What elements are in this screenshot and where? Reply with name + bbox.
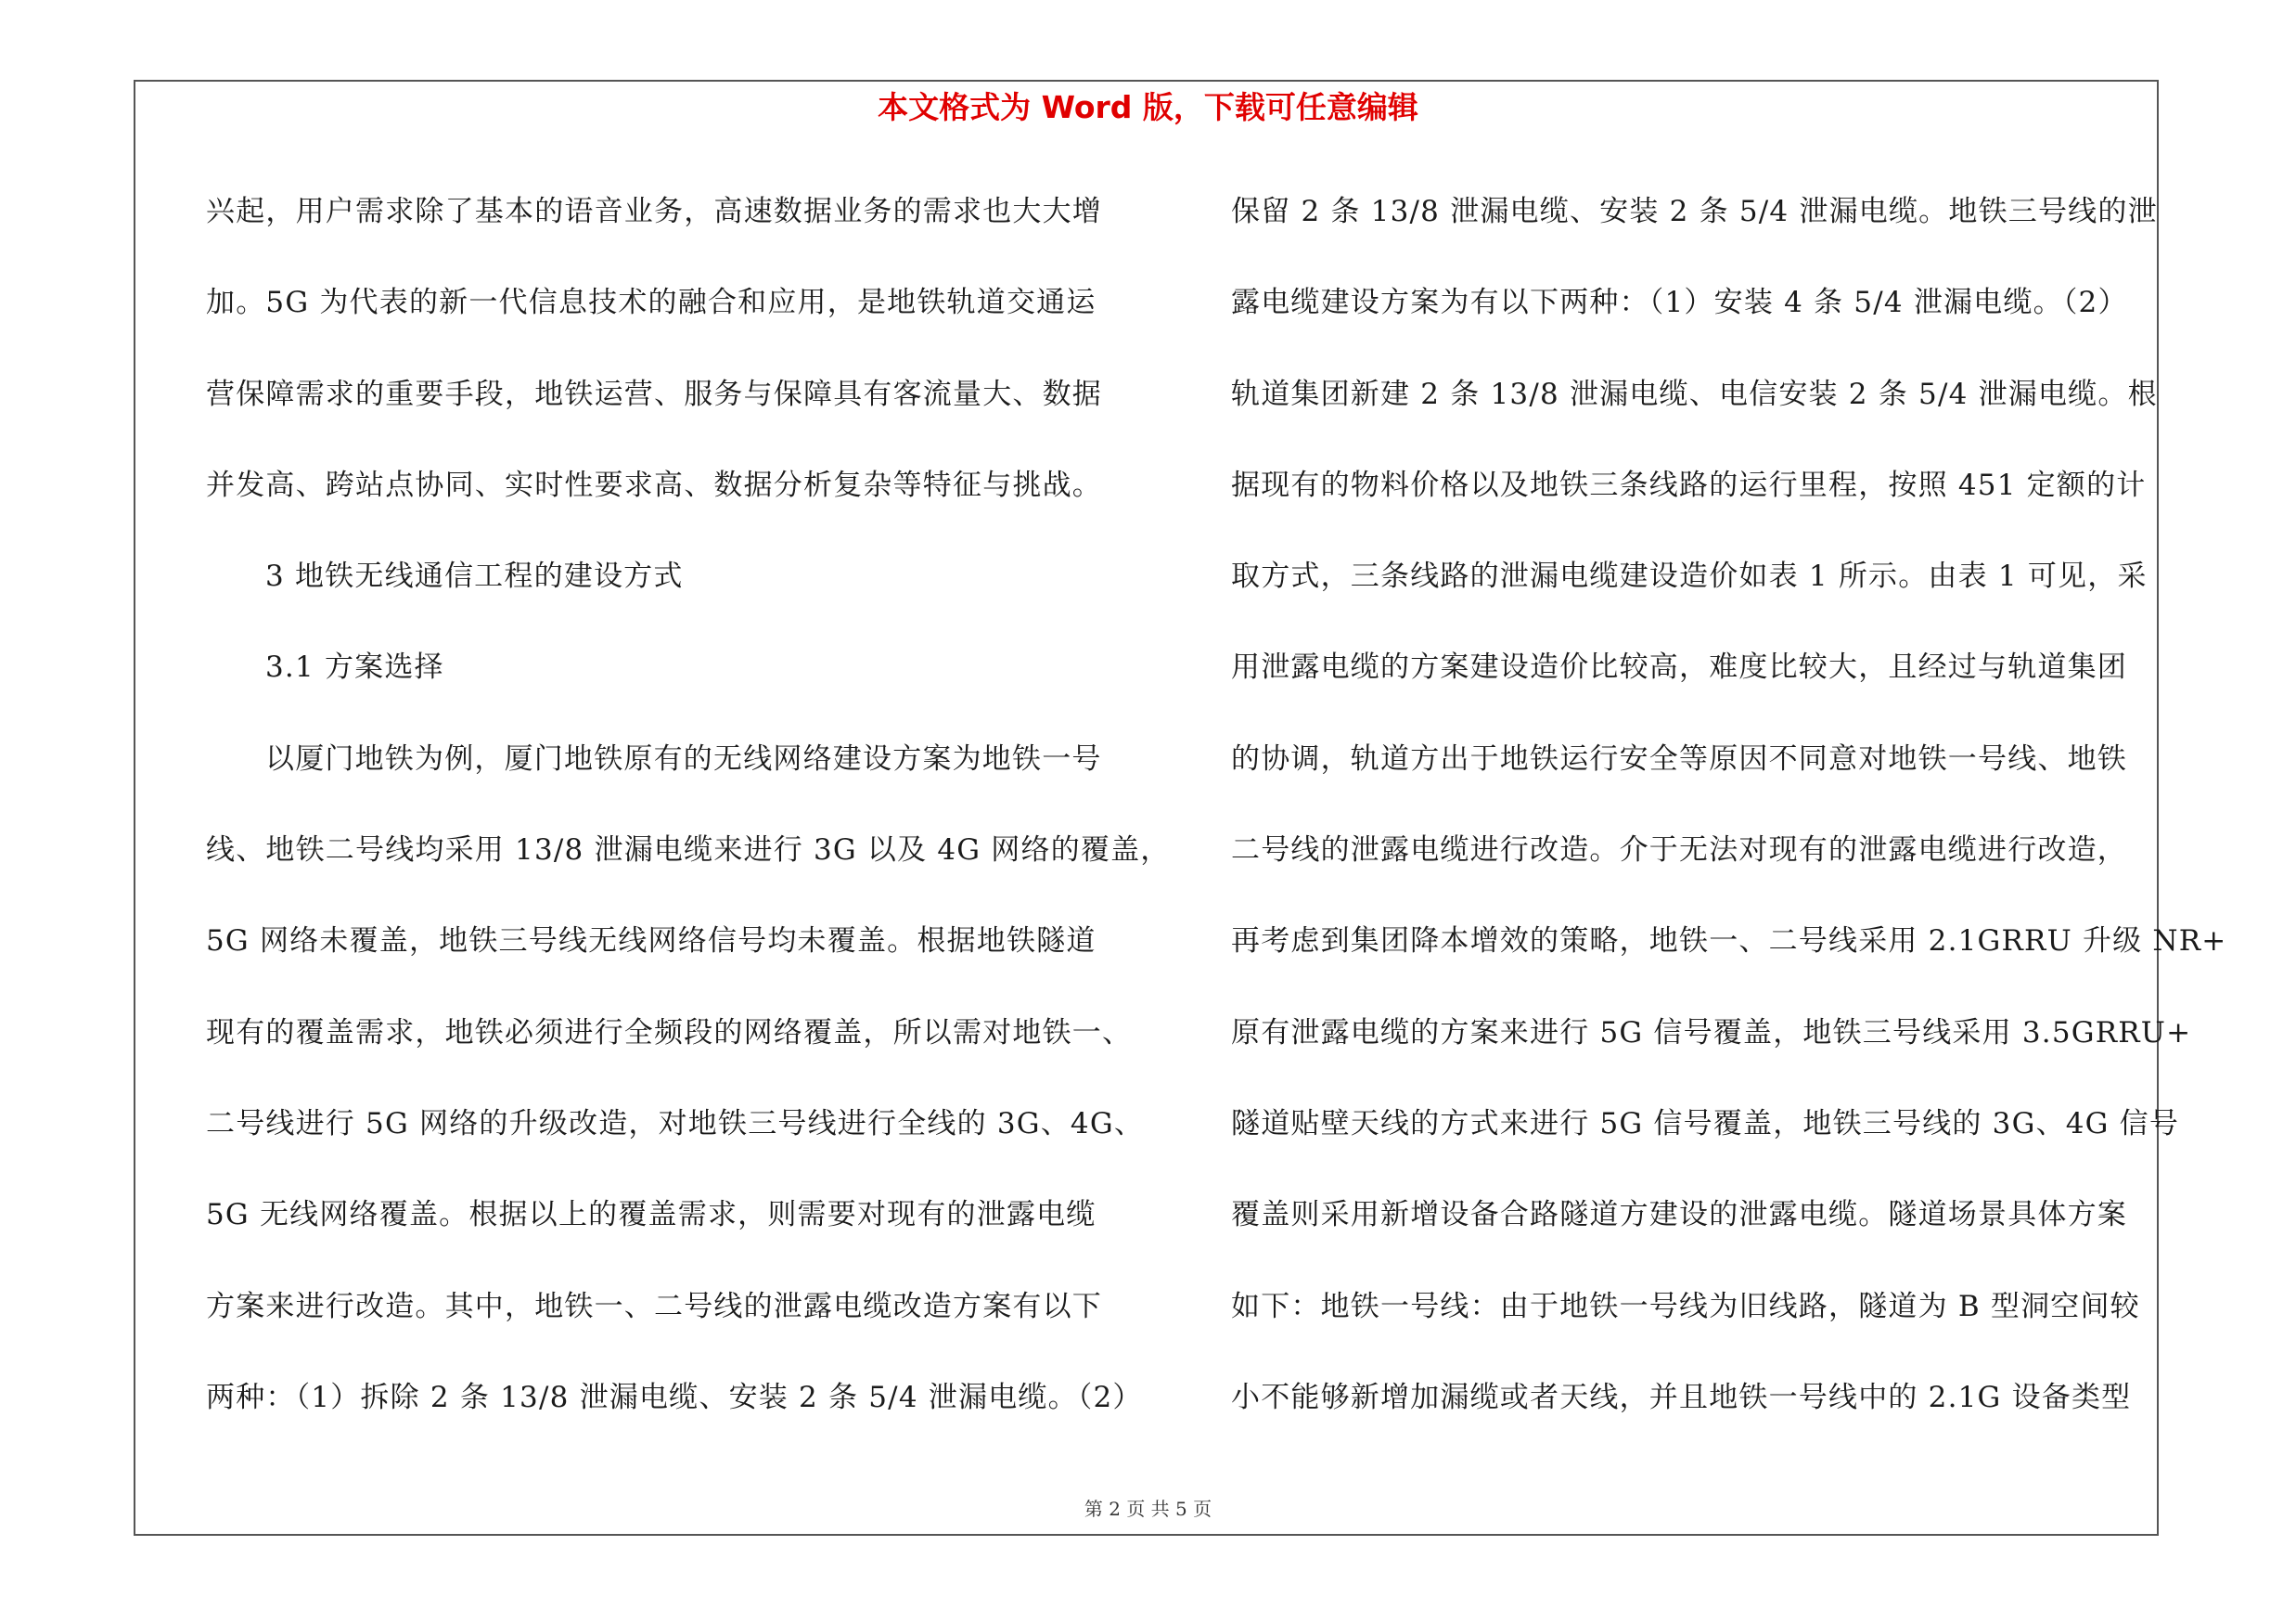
text-line: 兴起，用户需求除了基本的语音业务，高速数据业务的需求也大大增 xyxy=(206,195,1102,228)
text-line: 保留 2 条 13/8 泄漏电缆、安装 2 条 5/4 泄漏电缆。地铁三号线的泄 xyxy=(1231,195,2158,228)
text-line: 原有泄露电缆的方案来进行 5G 信号覆盖，地铁三号线采用 3.5GRRU+ xyxy=(1231,1015,2192,1050)
text-line: 隧道贴壁天线的方式来进行 5G 信号覆盖，地铁三号线的 3G、4G 信号 xyxy=(1231,1106,2180,1140)
text-line: 5G 网络未覆盖，地铁三号线无线网络信号均未覆盖。根据地铁隧道 xyxy=(206,924,1097,959)
text-line: 线、地铁二号线均采用 13/8 泄漏电缆来进行 3G 以及 4G 网络的覆盖， xyxy=(206,833,1171,868)
text-line: 露电缆建设方案为有以下两种：（1）安装 4 条 5/4 泄漏电缆。（2） xyxy=(1231,286,2128,320)
text-line: 二号线进行 5G 网络的升级改造，对地铁三号线进行全线的 3G、4G、 xyxy=(206,1106,1145,1140)
text-line: 现有的覆盖需求，地铁必须进行全频段的网络覆盖，所以需对地铁一、 xyxy=(206,1015,1133,1050)
text-line: 并发高、跨站点协同、实时性要求高、数据分析复杂等特征与挑战。 xyxy=(206,468,1102,502)
text-line: 如下：地铁一号线：由于地铁一号线为旧线路，隧道为 B 型洞空间较 xyxy=(1231,1289,2140,1323)
page-number: 第 2 页 共 5 页 xyxy=(1084,1498,1212,1520)
text-line: 取方式，三条线路的泄漏电缆建设造价如表 1 所示。由表 1 可见，采 xyxy=(1231,560,2148,594)
text-line: 用泄露电缆的方案建设造价比较高，难度比较大，且经过与轨道集团 xyxy=(1231,650,2127,685)
text-line: 两种：（1）拆除 2 条 13/8 泄漏电缆、安装 2 条 5/4 泄漏电缆。（2） xyxy=(206,1380,1143,1414)
text-line: 营保障需求的重要手段，地铁运营、服务与保障具有客流量大、数据 xyxy=(206,377,1102,411)
text-line: 3 地铁无线通信工程的建设方式 xyxy=(265,560,684,594)
text-line: 5G 无线网络覆盖。根据以上的覆盖需求，则需要对现有的泄露电缆 xyxy=(206,1198,1097,1232)
right-column xyxy=(1231,184,2227,1461)
text-line: 的协调，轨道方出于地铁运行安全等原因不同意对地铁一号线、地铁 xyxy=(1231,741,2127,776)
text-line: 方案来进行改造。其中，地铁一、二号线的泄露电缆改造方案有以下 xyxy=(206,1289,1102,1323)
text-line: 二号线的泄露电缆进行改造。介于无法对现有的泄露电缆进行改造， xyxy=(1231,833,2127,868)
text-line: 以厦门地铁为例，厦门地铁原有的无线网络建设方案为地铁一号 xyxy=(265,741,1102,776)
text-line: 小不能够新增加漏缆或者天线，并且地铁一号线中的 2.1G 设备类型 xyxy=(1231,1380,2132,1414)
text-line: 3.1 方案选择 xyxy=(265,650,444,685)
text-line: 再考虑到集团降本增效的策略，地铁一、二号线采用 2.1GRRU 升级 NR+ xyxy=(1231,924,2227,959)
text-line: 据现有的物料价格以及地铁三条线路的运行里程，按照 451 定额的计 xyxy=(1231,468,2147,502)
left-column xyxy=(206,184,1171,1461)
text-line: 覆盖则采用新增设备合路隧道方建设的泄露电缆。隧道场景具体方案 xyxy=(1231,1198,2127,1232)
text-line: 加。5G 为代表的新一代信息技术的融合和应用，是地铁轨道交通运 xyxy=(206,286,1097,320)
header-banner: 本文格式为 Word 版，下载可任意编辑 xyxy=(878,89,1418,125)
text-line: 轨道集团新建 2 条 13/8 泄漏电缆、电信安装 2 条 5/4 泄漏电缆。根 xyxy=(1231,377,2158,411)
